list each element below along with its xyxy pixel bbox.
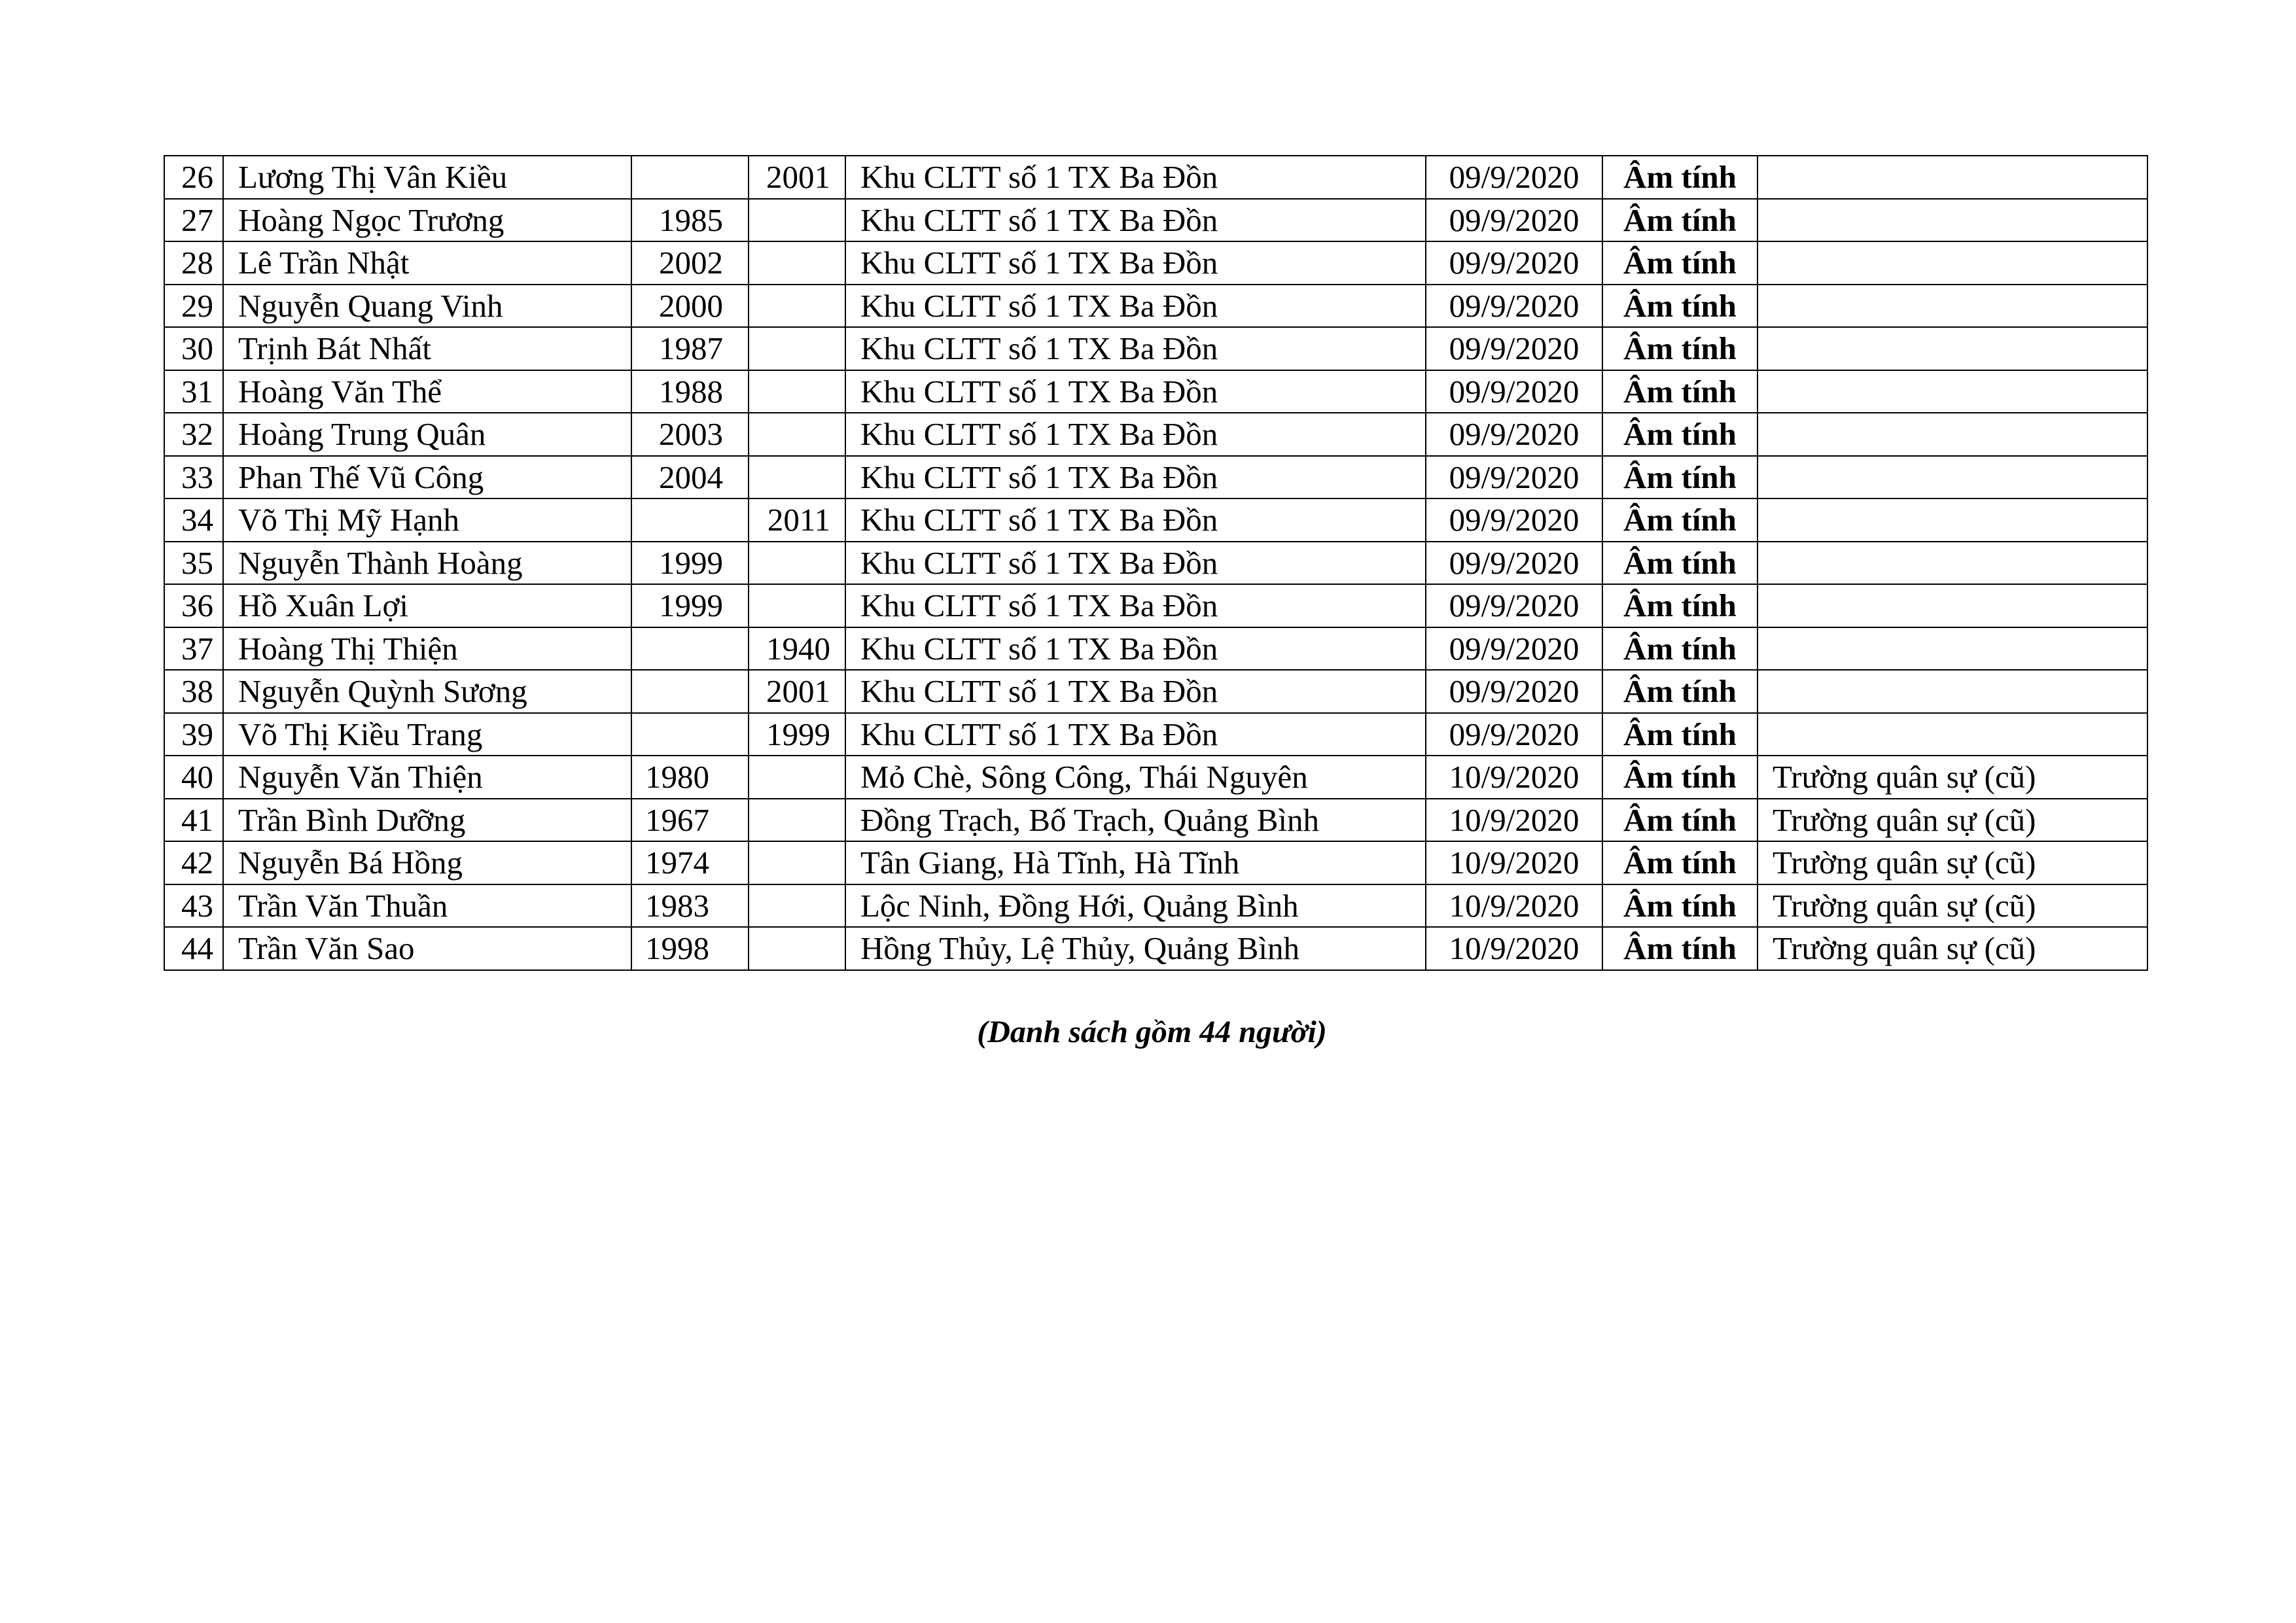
address: Mỏ Chè, Sông Công, Thái Nguyên (845, 756, 1426, 799)
note (1757, 413, 2147, 456)
test-result: Âm tính (1602, 327, 1757, 370)
test-result: Âm tính (1602, 756, 1757, 799)
birth-year-female (749, 241, 845, 285)
person-name: Nguyễn Quang Vinh (223, 285, 631, 328)
birth-year-female (749, 799, 845, 842)
person-name: Võ Thị Mỹ Hạnh (223, 498, 631, 542)
row-number: 35 (164, 542, 223, 585)
person-name: Hoàng Văn Thể (223, 370, 631, 413)
note: Trường quân sự (cũ) (1757, 884, 2147, 928)
birth-year-male (631, 713, 749, 756)
test-date: 09/9/2020 (1426, 413, 1602, 456)
birth-year-female (749, 584, 845, 627)
table-row (164, 327, 2147, 370)
test-date: 10/9/2020 (1426, 927, 1602, 970)
person-name: Phan Thế Vũ Công (223, 456, 631, 499)
birth-year-male: 1967 (631, 799, 749, 842)
test-date: 09/9/2020 (1426, 627, 1602, 671)
person-name: Nguyễn Quỳnh Sương (223, 670, 631, 713)
birth-year-male (631, 498, 749, 542)
address: Khu CLTT số 1 TX Ba Đồn (845, 327, 1426, 370)
table-row (164, 799, 2147, 842)
address: Khu CLTT số 1 TX Ba Đồn (845, 670, 1426, 713)
test-date: 09/9/2020 (1426, 498, 1602, 542)
test-result: Âm tính (1602, 199, 1757, 242)
birth-year-female (749, 756, 845, 799)
test-date: 10/9/2020 (1426, 884, 1602, 928)
test-result: Âm tính (1602, 413, 1757, 456)
test-result: Âm tính (1602, 799, 1757, 842)
address: Khu CLTT số 1 TX Ba Đồn (845, 627, 1426, 671)
test-result: Âm tính (1602, 713, 1757, 756)
birth-year-female: 1999 (749, 713, 845, 756)
note: Trường quân sự (cũ) (1757, 927, 2147, 970)
address: Khu CLTT số 1 TX Ba Đồn (845, 456, 1426, 499)
test-date: 09/9/2020 (1426, 542, 1602, 585)
person-name: Trần Bình Dưỡng (223, 799, 631, 842)
test-result: Âm tính (1602, 156, 1757, 199)
test-date: 09/9/2020 (1426, 456, 1602, 499)
birth-year-male: 2000 (631, 285, 749, 328)
row-number: 44 (164, 927, 223, 970)
test-result: Âm tính (1602, 670, 1757, 713)
note (1757, 498, 2147, 542)
test-result: Âm tính (1602, 927, 1757, 970)
person-name: Hoàng Ngọc Trương (223, 199, 631, 242)
address: Khu CLTT số 1 TX Ba Đồn (845, 241, 1426, 285)
person-name: Hoàng Thị Thiện (223, 627, 631, 671)
birth-year-male: 1999 (631, 542, 749, 585)
test-date: 09/9/2020 (1426, 670, 1602, 713)
birth-year-female (749, 927, 845, 970)
table-body (164, 156, 2147, 970)
test-date: 09/9/2020 (1426, 370, 1602, 413)
birth-year-female (749, 542, 845, 585)
birth-year-female (749, 841, 845, 884)
table-row (164, 884, 2147, 928)
test-result: Âm tính (1602, 498, 1757, 542)
note (1757, 241, 2147, 285)
row-number: 31 (164, 370, 223, 413)
list-summary: (Danh sách gồm 44 người) (977, 1015, 1327, 1049)
birth-year-male: 1985 (631, 199, 749, 242)
address: Khu CLTT số 1 TX Ba Đồn (845, 584, 1426, 627)
test-date: 10/9/2020 (1426, 756, 1602, 799)
address: Khu CLTT số 1 TX Ba Đồn (845, 713, 1426, 756)
row-number: 43 (164, 884, 223, 928)
row-number: 26 (164, 156, 223, 199)
table-row (164, 156, 2147, 199)
note (1757, 327, 2147, 370)
person-name: Lương Thị Vân Kiều (223, 156, 631, 199)
address: Khu CLTT số 1 TX Ba Đồn (845, 156, 1426, 199)
birth-year-female (749, 285, 845, 328)
row-number: 42 (164, 841, 223, 884)
test-date: 09/9/2020 (1426, 584, 1602, 627)
row-number: 34 (164, 498, 223, 542)
person-name: Hồ Xuân Lợi (223, 584, 631, 627)
address: Lộc Ninh, Đồng Hới, Quảng Bình (845, 884, 1426, 928)
table-row (164, 456, 2147, 499)
birth-year-female (749, 456, 845, 499)
address: Hồng Thủy, Lệ Thủy, Quảng Bình (845, 927, 1426, 970)
address: Khu CLTT số 1 TX Ba Đồn (845, 498, 1426, 542)
person-name: Lê Trần Nhật (223, 241, 631, 285)
birth-year-male: 1988 (631, 370, 749, 413)
table-row (164, 927, 2147, 970)
row-number: 37 (164, 627, 223, 671)
table-row (164, 498, 2147, 542)
birth-year-male: 1983 (631, 884, 749, 928)
row-number: 29 (164, 285, 223, 328)
person-name: Hoàng Trung Quân (223, 413, 631, 456)
person-name: Trần Văn Thuần (223, 884, 631, 928)
note (1757, 670, 2147, 713)
note (1757, 627, 2147, 671)
row-number: 30 (164, 327, 223, 370)
note (1757, 542, 2147, 585)
birth-year-female (749, 199, 845, 242)
table-row (164, 627, 2147, 671)
note (1757, 156, 2147, 199)
row-number: 27 (164, 199, 223, 242)
address: Khu CLTT số 1 TX Ba Đồn (845, 285, 1426, 328)
birth-year-female (749, 370, 845, 413)
person-name: Trịnh Bát Nhất (223, 327, 631, 370)
test-date: 09/9/2020 (1426, 285, 1602, 328)
birth-year-female: 2011 (749, 498, 845, 542)
birth-year-female (749, 884, 845, 928)
birth-year-female: 1940 (749, 627, 845, 671)
test-result: Âm tính (1602, 841, 1757, 884)
birth-year-male: 2004 (631, 456, 749, 499)
table-row (164, 756, 2147, 799)
note (1757, 285, 2147, 328)
note: Trường quân sự (cũ) (1757, 841, 2147, 884)
test-date: 09/9/2020 (1426, 327, 1602, 370)
birth-year-male (631, 670, 749, 713)
row-number: 32 (164, 413, 223, 456)
table-row (164, 713, 2147, 756)
birth-year-female: 2001 (749, 670, 845, 713)
row-number: 41 (164, 799, 223, 842)
person-name: Nguyễn Bá Hồng (223, 841, 631, 884)
test-date: 09/9/2020 (1426, 199, 1602, 242)
address: Khu CLTT số 1 TX Ba Đồn (845, 199, 1426, 242)
row-number: 33 (164, 456, 223, 499)
results-table (164, 155, 2148, 971)
birth-year-male: 2003 (631, 413, 749, 456)
test-result: Âm tính (1602, 241, 1757, 285)
address: Đồng Trạch, Bố Trạch, Quảng Bình (845, 799, 1426, 842)
test-result: Âm tính (1602, 884, 1757, 928)
address: Khu CLTT số 1 TX Ba Đồn (845, 413, 1426, 456)
note (1757, 370, 2147, 413)
person-name: Trần Văn Sao (223, 927, 631, 970)
person-name: Nguyễn Văn Thiện (223, 756, 631, 799)
note: Trường quân sự (cũ) (1757, 756, 2147, 799)
table-row (164, 285, 2147, 328)
row-number: 39 (164, 713, 223, 756)
table-row (164, 199, 2147, 242)
birth-year-male: 1998 (631, 927, 749, 970)
test-result: Âm tính (1602, 542, 1757, 585)
birth-year-male: 2002 (631, 241, 749, 285)
note (1757, 713, 2147, 756)
test-date: 09/9/2020 (1426, 713, 1602, 756)
row-number: 28 (164, 241, 223, 285)
person-name: Nguyễn Thành Hoàng (223, 542, 631, 585)
note (1757, 584, 2147, 627)
birth-year-male (631, 627, 749, 671)
table-row (164, 413, 2147, 456)
birth-year-female (749, 327, 845, 370)
birth-year-male: 1987 (631, 327, 749, 370)
birth-year-male: 1974 (631, 841, 749, 884)
birth-year-male: 1980 (631, 756, 749, 799)
test-result: Âm tính (1602, 370, 1757, 413)
note: Trường quân sự (cũ) (1757, 799, 2147, 842)
test-result: Âm tính (1602, 584, 1757, 627)
address: Tân Giang, Hà Tĩnh, Hà Tĩnh (845, 841, 1426, 884)
test-date: 09/9/2020 (1426, 156, 1602, 199)
birth-year-male (631, 156, 749, 199)
table-row (164, 841, 2147, 884)
birth-year-female (749, 413, 845, 456)
table-row (164, 584, 2147, 627)
birth-year-female: 2001 (749, 156, 845, 199)
row-number: 40 (164, 756, 223, 799)
birth-year-male: 1999 (631, 584, 749, 627)
person-name: Võ Thị Kiều Trang (223, 713, 631, 756)
note (1757, 199, 2147, 242)
test-date: 09/9/2020 (1426, 241, 1602, 285)
test-result: Âm tính (1602, 627, 1757, 671)
test-result: Âm tính (1602, 285, 1757, 328)
table-row (164, 542, 2147, 585)
address: Khu CLTT số 1 TX Ba Đồn (845, 370, 1426, 413)
test-date: 10/9/2020 (1426, 841, 1602, 884)
test-result: Âm tính (1602, 456, 1757, 499)
address: Khu CLTT số 1 TX Ba Đồn (845, 542, 1426, 585)
table-row (164, 370, 2147, 413)
row-number: 38 (164, 670, 223, 713)
row-number: 36 (164, 584, 223, 627)
table-row (164, 670, 2147, 713)
test-date: 10/9/2020 (1426, 799, 1602, 842)
note (1757, 456, 2147, 499)
table-row (164, 241, 2147, 285)
